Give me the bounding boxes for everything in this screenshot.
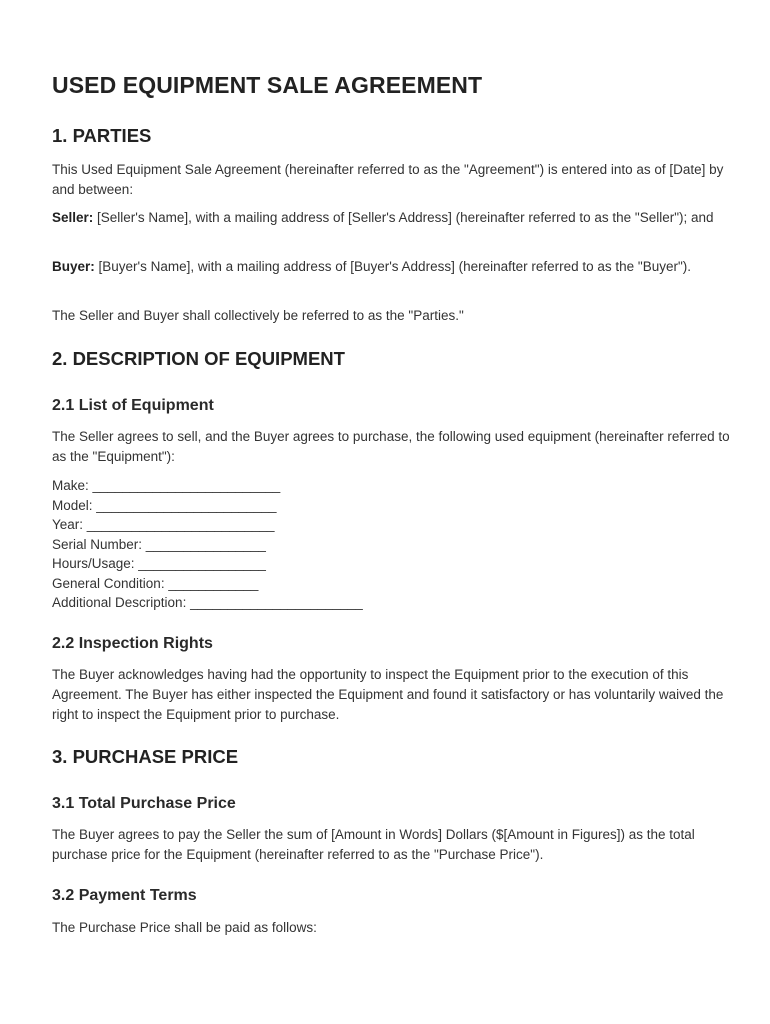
- buyer-paragraph: [52, 257, 732, 277]
- field-hours-usage: Hours/Usage: _________________: [52, 556, 266, 571]
- seller-text: [Seller's Name], with a mailing address of [Seller's Address] (hereinafter referred to as the "Seller"); and: [93, 210, 714, 225]
- field-serial-number: Serial Number: ________________: [52, 536, 266, 552]
- equipment-field-list: [52, 476, 363, 613]
- section-heading-parties: 1. PARTIES: [52, 125, 152, 146]
- subsection-heading-inspection-rights: 2.2 Inspection Rights: [52, 635, 213, 652]
- field-make: Make: _________________________: [52, 478, 281, 493]
- section-heading-description: 2. DESCRIPTION OF EQUIPMENT: [52, 348, 345, 369]
- field-model: Model: ________________________: [52, 497, 277, 513]
- subsection-heading-total-purchase-price: 3.1 Total Purchase Price: [52, 795, 236, 812]
- payment-terms-paragraph: The Purchase Price shall be paid as follows:: [52, 920, 317, 935]
- seller-paragraph: [52, 208, 732, 228]
- field-additional-description: Additional Description: _______________________: [52, 595, 363, 610]
- field-year: Year: _________________________: [52, 517, 275, 532]
- subsection-heading-list-of-equipment: 2.1 List of Equipment: [52, 397, 214, 414]
- field-general-condition: General Condition: ____________: [52, 575, 259, 591]
- subsection-heading-payment-terms: 3.2 Payment Terms: [52, 887, 197, 904]
- parties-intro-paragraph: This Used Equipment Sale Agreement (hereinafter referred to as the "Agreement") is entered into as of [Date] by and between:: [52, 162, 724, 197]
- seller-label: Seller:: [52, 210, 94, 225]
- buyer-text: [Buyer's Name], with a mailing address of [Buyer's Address] (hereinafter referred to as the "Buyer").: [94, 259, 692, 274]
- section-heading-purchase-price: 3. PURCHASE PRICE: [52, 746, 239, 767]
- document-title: USED EQUIPMENT SALE AGREEMENT: [52, 72, 483, 98]
- total-purchase-price-paragraph: The Buyer agrees to pay the Seller the sum of [Amount in Words] Dollars ($[Amount in Figures]) as the total purchase price for the Equipment (hereinafter referred to as the "Purchase Price").: [52, 827, 695, 862]
- parties-collective-paragraph: The Seller and Buyer shall collectively be referred to as the "Parties.": [52, 308, 464, 323]
- inspection-rights-paragraph: The Buyer acknowledges having had the opportunity to inspect the Equipment prior to the execution of this Agreement. The Buyer has either inspected the Equipment and found it satisfactory or has voluntarily waived the right to inspect the Equipment prior to purchase.: [52, 667, 724, 722]
- equipment-list-paragraph: The Seller agrees to sell, and the Buyer agrees to purchase, the following used equipment (hereinafter referred to as the "Equipment"):: [52, 429, 730, 464]
- buyer-label: Buyer:: [52, 259, 95, 274]
